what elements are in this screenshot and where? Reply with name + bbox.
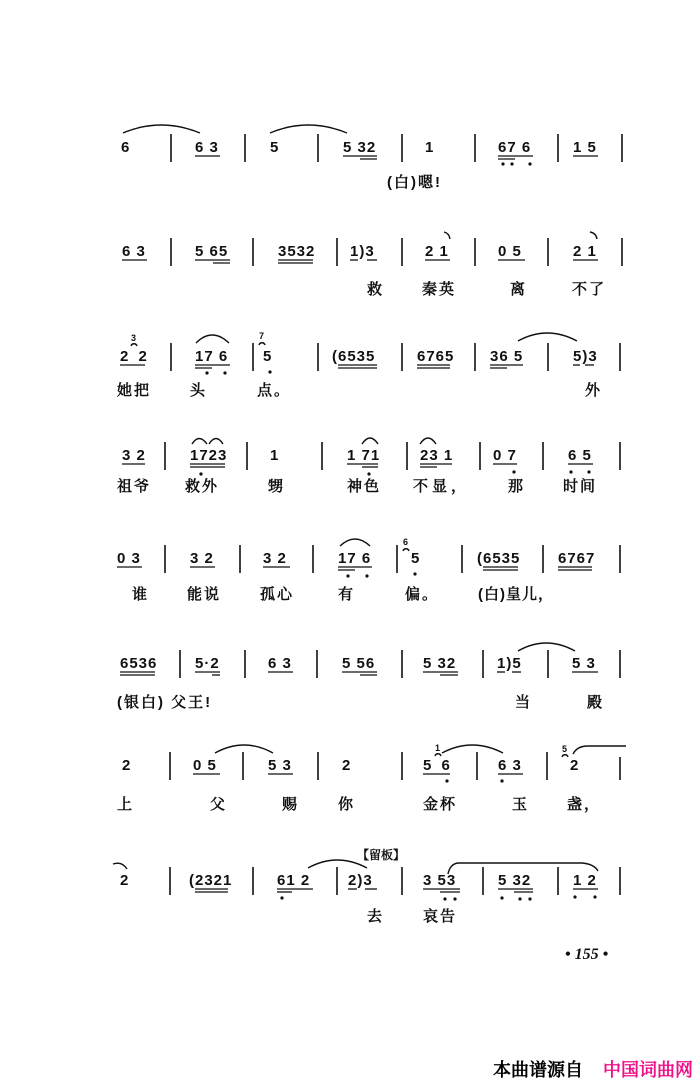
note-group: 2)3: [348, 872, 373, 889]
slur: [442, 745, 503, 753]
lyric: 祖爷: [117, 478, 152, 495]
source-label: 本曲谱源自: [493, 1060, 583, 1080]
lyric: 去: [367, 908, 385, 925]
note-group: 5 32: [498, 872, 532, 889]
octave-dot-low: [528, 897, 531, 900]
lyric: 秦英: [422, 281, 457, 298]
lyric: 时间: [563, 478, 598, 495]
lyric: 上: [117, 796, 135, 813]
octave-dot-low: [205, 371, 208, 374]
note-group: 61 2: [277, 872, 311, 889]
octave-dot-low: [443, 897, 446, 900]
lyric: 点。: [257, 382, 292, 399]
note-group: 5)3: [573, 348, 598, 365]
lyric: 盏，: [567, 796, 602, 813]
note-group: 2: [120, 872, 130, 889]
octave-dot-low: [501, 162, 504, 165]
note-group: 0 5: [193, 757, 217, 774]
grace-note: 5: [562, 744, 568, 754]
note-group: 0 5: [498, 243, 522, 260]
grace-mark: [403, 549, 409, 551]
lyric: 神色: [347, 478, 382, 495]
grace-mark: [435, 754, 441, 756]
octave-dot-low: [453, 897, 456, 900]
lyric: 外: [585, 382, 603, 399]
site-name-link[interactable]: 中国词曲网: [603, 1060, 693, 1080]
lyric: 有: [338, 586, 356, 603]
slur: [420, 438, 436, 444]
page-number: • 155 •: [565, 946, 609, 963]
lyric: 谁: [132, 586, 150, 603]
slur: [340, 539, 370, 546]
grace-note: 6: [403, 537, 409, 547]
note-group: 6 3: [122, 243, 146, 260]
octave-dot-low: [587, 470, 590, 473]
note-group: 5: [270, 139, 280, 156]
lyric: 父: [210, 796, 228, 813]
note-group: 6767: [558, 550, 596, 567]
note-group: 5: [263, 348, 273, 365]
slur: [518, 643, 575, 651]
note-group: 0 7: [493, 447, 517, 464]
slur: [270, 125, 347, 133]
tempo-marking: 【留板】: [357, 848, 406, 862]
octave-dot-low: [365, 574, 368, 577]
note-group: 5 32: [343, 139, 377, 156]
grace-mark: [562, 755, 568, 757]
slur: [209, 439, 223, 445]
note-group: 0 3: [117, 550, 141, 567]
note-group: 23 1: [420, 447, 454, 464]
lyric: 你: [338, 796, 356, 813]
lyric: (白)嗯!: [387, 174, 442, 191]
octave-dot-low: [593, 895, 596, 898]
octave-dot-low: [223, 371, 226, 374]
slur: [215, 745, 273, 753]
lyric: 孤心: [260, 586, 295, 603]
note-group: 5 3: [572, 655, 596, 672]
octave-dot-low: [573, 895, 576, 898]
note-group: 5 32: [423, 655, 457, 672]
lyric-spoken: (银白) 父王!: [117, 694, 213, 711]
slurs: [113, 125, 626, 874]
note-group: (6535: [332, 348, 376, 365]
lyric: 头: [190, 382, 208, 399]
lyric: 殿: [587, 694, 605, 711]
note-group: 6 3: [498, 757, 522, 774]
lyric: 哀告: [423, 908, 458, 925]
tie-end: [113, 863, 127, 869]
note-group: (6535: [477, 550, 521, 567]
note-group: 6: [121, 139, 131, 156]
note-group: 36 5: [490, 348, 524, 365]
slur: [518, 333, 577, 341]
lyric: 能说: [187, 586, 222, 603]
note-group: 1723: [190, 447, 228, 464]
note-group: (2321: [189, 872, 233, 889]
lyric: 不了: [572, 281, 607, 298]
note-group: 5 65: [195, 243, 229, 260]
note-group: 3 2: [122, 447, 146, 464]
lyric: 她把: [117, 382, 152, 399]
octave-dot-low: [199, 472, 202, 475]
note-group: 3 2: [190, 550, 214, 567]
octave-dot-low: [569, 470, 572, 473]
grace-mark: [259, 343, 265, 345]
note-group: 6 3: [268, 655, 292, 672]
lyric: 那: [508, 478, 526, 495]
note-group: 5 56: [342, 655, 376, 672]
note-group: 2: [122, 757, 132, 774]
note-group: 1 2: [573, 872, 597, 889]
octave-dot-low: [445, 779, 448, 782]
octave-dots: [199, 162, 596, 900]
lyric: 离: [510, 281, 528, 298]
grace-note: 1: [435, 743, 441, 753]
note-group: 17 6: [338, 550, 372, 567]
note-group: 6 5: [568, 447, 592, 464]
lyric: 当: [515, 694, 533, 711]
lyric: 救: [367, 281, 385, 298]
lyric: 金杯: [423, 796, 458, 813]
octave-dot-low: [518, 897, 521, 900]
note-group: 2 1: [573, 243, 597, 260]
lyric: 甥: [268, 478, 286, 495]
octave-dot-low: [413, 572, 416, 575]
octave-dot-low: [500, 896, 503, 899]
note-group: 1 5: [573, 139, 597, 156]
octave-dot-low: [528, 162, 531, 165]
note-group: 5: [411, 550, 421, 567]
note-group: 5·2: [195, 655, 220, 672]
slur: [196, 335, 229, 343]
barlines: [165, 134, 622, 895]
octave-dot-low: [268, 370, 271, 373]
lyric: 赐: [282, 796, 300, 813]
octave-dot-low: [512, 470, 515, 473]
note-group: 5 3: [268, 757, 292, 774]
note-group: 1 71: [347, 447, 381, 464]
slur: [362, 438, 378, 444]
grace-mark: [131, 344, 137, 346]
note-group: 3532: [278, 243, 316, 260]
octave-dot-low: [280, 896, 283, 899]
note-group: 3 2: [263, 550, 287, 567]
lyric-spoken: (白)皇儿，: [478, 586, 554, 603]
slide-mark: [444, 232, 450, 239]
octave-dot-low: [500, 779, 503, 782]
note-group: 1)5: [497, 655, 522, 672]
note-group: 17 6: [195, 348, 229, 365]
note-group: 6536: [120, 655, 158, 672]
slur: [123, 125, 200, 133]
slide-mark: [590, 232, 597, 239]
note-group: 2 2: [120, 348, 150, 365]
lyric: 偏。: [405, 586, 440, 603]
note-group: 2: [342, 757, 352, 774]
lyric: 救外: [185, 478, 220, 495]
note-group: 1)3: [350, 243, 375, 260]
note-group: 2: [570, 757, 580, 774]
lyric: 不显，: [413, 478, 471, 495]
note-group: 67 6: [498, 139, 532, 156]
note-group: 1: [270, 447, 280, 464]
note-group: 5 6: [423, 757, 453, 774]
lyric: 玉: [512, 796, 530, 813]
grace-note: 3: [131, 333, 137, 343]
note-group: 3 53: [423, 872, 457, 889]
slur: [192, 439, 207, 445]
grace-note: 7: [259, 331, 265, 341]
note-group: 6 3: [195, 139, 219, 156]
octave-dot-low: [367, 472, 370, 475]
tie-continuation: [573, 746, 626, 754]
octave-dot-low: [346, 574, 349, 577]
note-group: 2 1: [425, 243, 449, 260]
octave-dot-low: [510, 162, 513, 165]
note-group: 6765: [417, 348, 455, 365]
duration-underlines: [117, 156, 598, 892]
note-group: 1: [425, 139, 435, 156]
